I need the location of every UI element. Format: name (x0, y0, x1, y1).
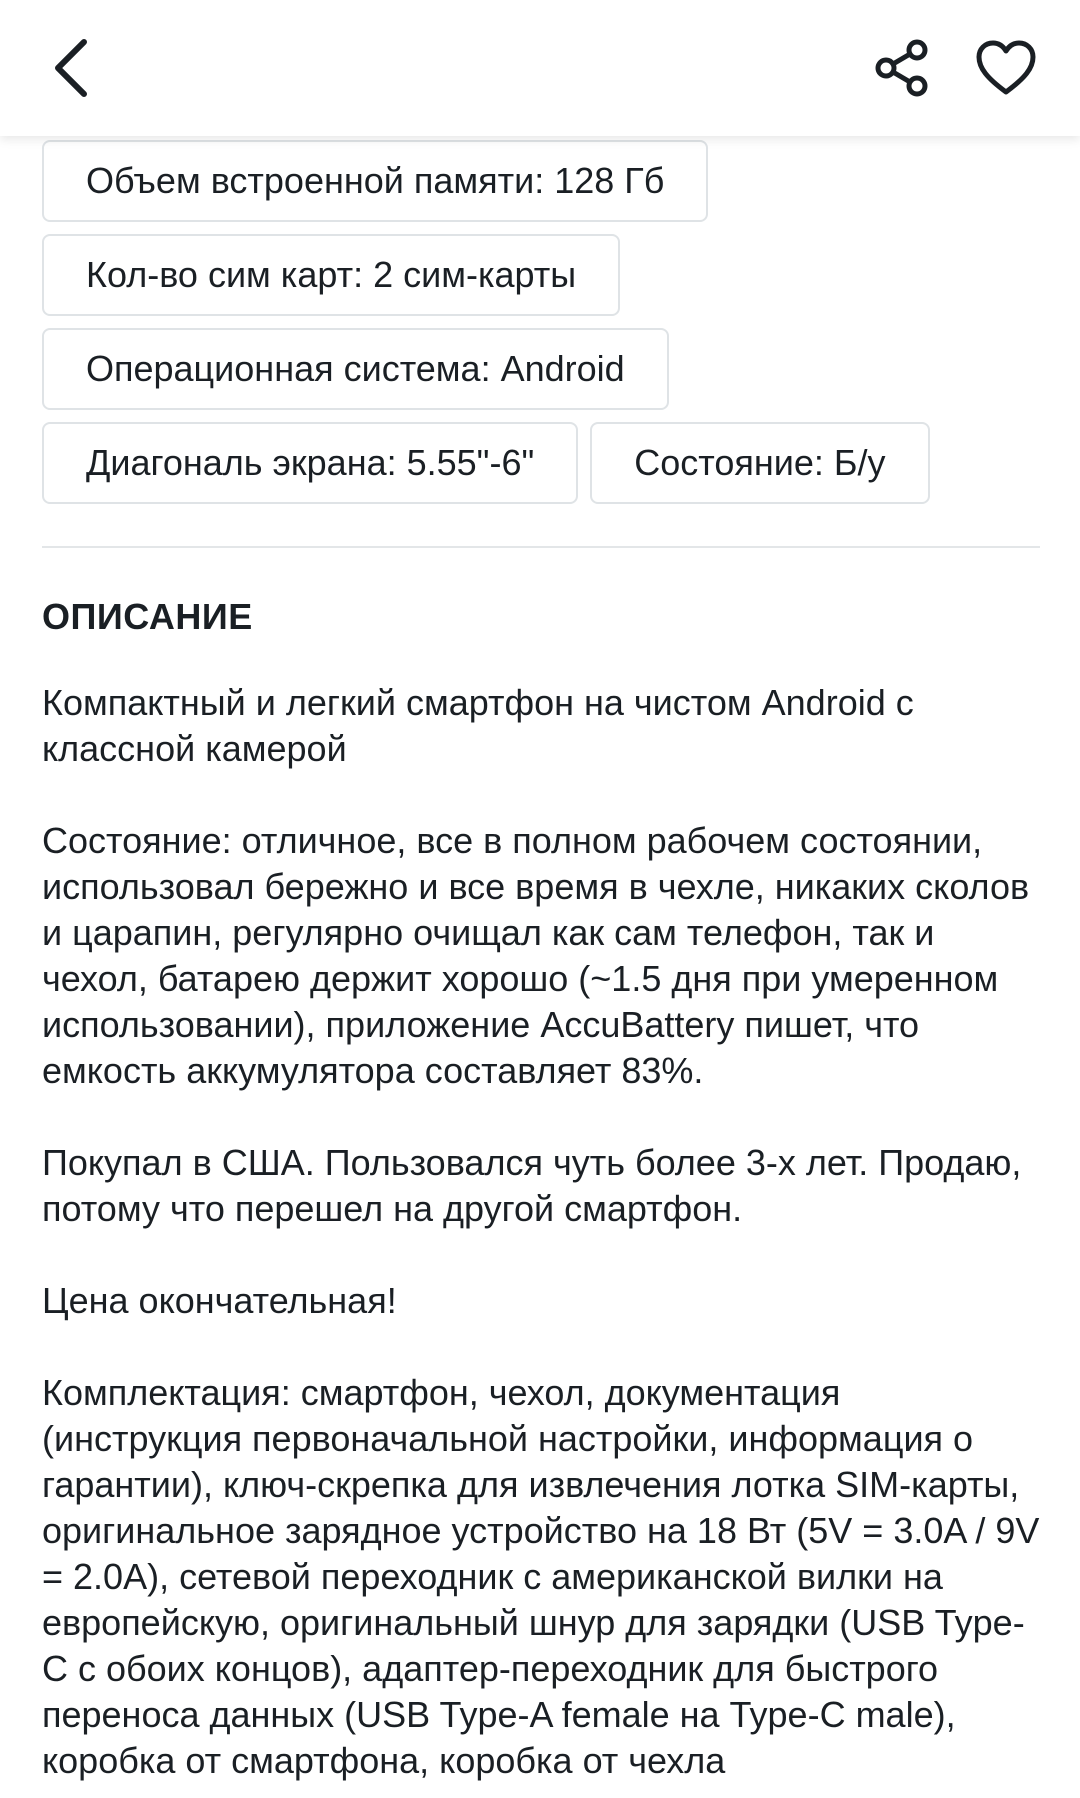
chevron-left-icon (48, 36, 96, 100)
favorite-button[interactable] (966, 28, 1046, 108)
spec-chip-diagonal[interactable]: Диагональ экрана: 5.55"-6" (42, 422, 578, 504)
back-button[interactable] (32, 28, 112, 108)
listing-content (42, 140, 1040, 1798)
description-paragraph: Компактный и легкий смартфон на чистом Android с классной камерой (42, 682, 914, 769)
description-title: ОПИСАНИЕ (42, 596, 253, 637)
spec-chips (42, 140, 1040, 504)
heart-icon (975, 40, 1037, 96)
spec-chip-sim[interactable]: Кол-во сим карт: 2 сим-карты (42, 234, 620, 316)
share-button[interactable] (862, 28, 942, 108)
spec-chip-memory[interactable]: Объем встроенной памяти: 128 Гб (42, 140, 708, 222)
spec-chip-condition[interactable]: Состояние: Б/у (590, 422, 929, 504)
description-paragraph: Комплектация: смартфон, чехол, документация (инструкция первоначальной настройки, информация о гарантии), ключ-скрепка для извлечения лотка SIM-карты, оригинальное зарядное устройство на 18 Вт (5V = 3.0A / 9V = 2.0A), сетевой переходник с американской вилки на европейскую, оригинальный шнур для зарядки (USB Type-C с обоих концов), адаптер-переходник для быстрого переноса данных (USB Type-A female на Type-C male), коробка от смартфона, коробка от чехла (42, 1372, 1040, 1781)
spec-chip-os[interactable]: Операционная система: Android (42, 328, 669, 410)
share-icon (872, 38, 932, 98)
spec-chip-row (42, 328, 1040, 410)
top-app-bar (0, 0, 1080, 136)
spec-chip-row (42, 422, 1040, 504)
description-paragraph: Состояние: отличное, все в полном рабочем состоянии, использовал бережно и все время в чехле, никаких сколов и царапин, регулярно очищал как сам телефон, так и чехол, батарею держит хорошо (~1.5 дня при умеренном использовании), приложение AccuBattery пишет, что емкость аккумулятора составляет 83%. (42, 820, 1030, 1091)
divider (42, 546, 1040, 548)
description-text (42, 680, 1040, 1784)
spec-chip-row (42, 234, 1040, 316)
description-paragraph: Покупал в США. Пользовался чуть более 3-х лет. Продаю, потому что перешел на другой смартфон. (42, 1142, 1022, 1229)
description-paragraph: Цена окончательная! (42, 1280, 397, 1321)
